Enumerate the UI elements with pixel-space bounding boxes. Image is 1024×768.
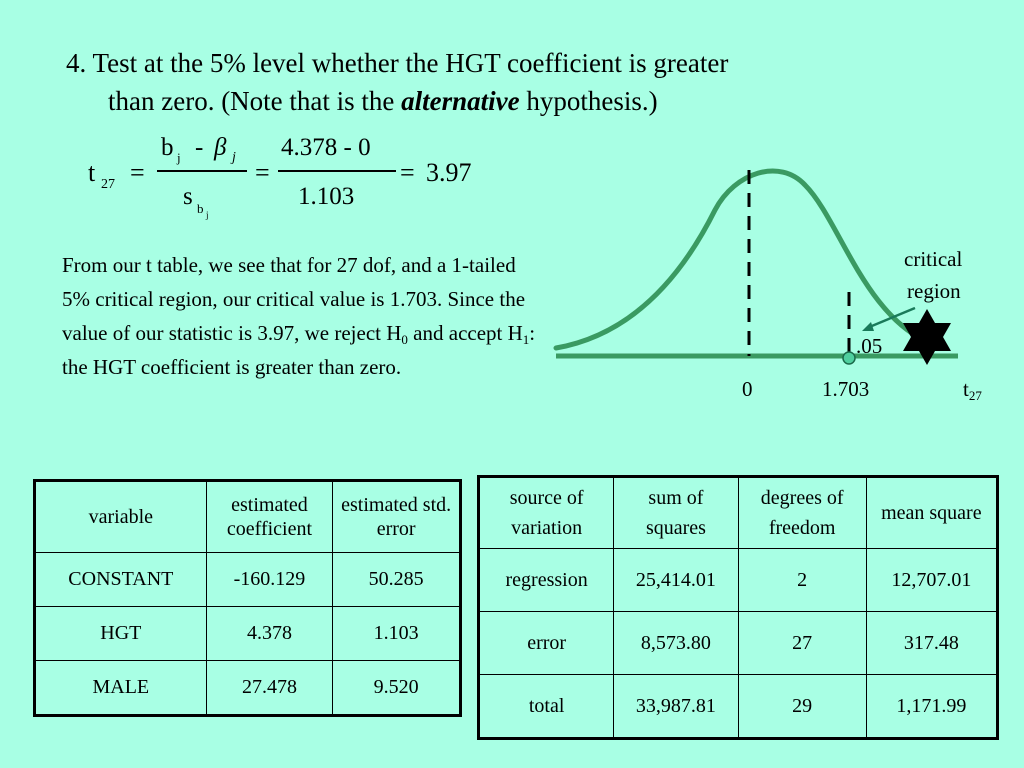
table-row — [479, 549, 998, 612]
coefficient-table — [33, 479, 462, 717]
eq-equals-2: = — [255, 158, 270, 187]
table-cell: 33,987.81 — [614, 675, 738, 739]
table-row — [35, 607, 461, 661]
x-tick-zero: 0 — [742, 377, 753, 401]
eq-result: 3.97 — [426, 158, 472, 187]
table-cell: 27 — [738, 612, 866, 675]
table-row — [479, 612, 998, 675]
eq-equals-3: = — [400, 158, 415, 187]
critical-label-1: critical — [904, 247, 963, 271]
eq-beta-sub: j — [232, 150, 236, 165]
eq-minus: - — [195, 134, 204, 161]
eq-s-sub-b: b — [197, 201, 204, 216]
table-cell: 4.378 — [206, 607, 333, 661]
table-header-row — [35, 481, 461, 553]
header-cell: sum of squares — [614, 477, 738, 549]
table-cell: 8,573.80 — [614, 612, 738, 675]
header-cell: degrees of freedom — [738, 477, 866, 549]
heading-line-1: 4. Test at the 5% level whether the HGT coefficient is greater — [66, 48, 729, 78]
eq-s: s — [183, 183, 193, 210]
question-heading — [66, 44, 966, 120]
table-cell: 9.520 — [333, 661, 461, 716]
fraction-bar-1 — [157, 170, 247, 172]
table-cell: total — [479, 675, 614, 739]
eq-beta: β — [214, 134, 227, 161]
header-cell: estimated std. error — [333, 481, 461, 553]
header-cell: estimated coefficient — [206, 481, 333, 553]
anova-table — [477, 475, 999, 740]
table-cell: 25,414.01 — [614, 549, 738, 612]
table-cell: 317.48 — [866, 612, 997, 675]
table-cell: -160.129 — [206, 553, 333, 607]
table-cell: 29 — [738, 675, 866, 739]
table-header-row — [479, 477, 998, 549]
table-row — [35, 661, 461, 716]
table-cell: regression — [479, 549, 614, 612]
header-cell: mean square — [866, 477, 997, 549]
table-cell: HGT — [35, 607, 207, 661]
heading-line-2: than zero. (Note that is the alternative hypothesis.) — [108, 86, 658, 116]
table-row — [479, 675, 998, 739]
eq-equals-1: = — [130, 158, 145, 187]
critical-point-marker — [843, 352, 855, 364]
eq-t: t — [88, 158, 96, 187]
table-cell: 2 — [738, 549, 866, 612]
alpha-label: .05 — [856, 334, 883, 358]
eq-b: b — [161, 134, 174, 161]
table-cell: 1,171.99 — [866, 675, 997, 739]
conclusion-paragraph: From our t table, we see that for 27 dof, and a 1-tailed 5% critical region, our critical value is 1.703. Since the value of our statistic is 3.97, we reject $H_0$ and accept $H_1$: the HGT coefficient is greater than zero. — [62, 253, 536, 379]
header-cell: variable — [35, 481, 207, 553]
x-tick-critical: 1.703 — [822, 377, 870, 401]
eq-s-sub-j: j — [206, 210, 209, 220]
eq-numerator-2: 4.378 - 0 — [281, 134, 371, 161]
fraction-bar-2 — [278, 170, 396, 172]
table-cell: MALE — [35, 661, 207, 716]
alternative-emphasis: alternative — [401, 86, 520, 116]
table-row — [35, 553, 461, 607]
eq-b-sub: j — [177, 150, 181, 165]
axis-label-t: $t_{27}$ — [963, 377, 982, 403]
h1-subscript: 1 — [522, 331, 530, 347]
table-cell: error — [479, 612, 614, 675]
table-cell: 27.478 — [206, 661, 333, 716]
eq-denominator-2: 1.103 — [298, 183, 355, 210]
h0-subscript: 0 — [401, 331, 408, 347]
table-cell: 12,707.01 — [866, 549, 997, 612]
eq-t-sub: 27 — [101, 177, 115, 192]
table-cell: 1.103 — [333, 607, 461, 661]
table-cell: CONSTANT — [35, 553, 207, 607]
t-density-curve — [556, 171, 935, 348]
critical-region-arrowhead — [862, 322, 874, 331]
critical-label-2: region — [907, 279, 961, 303]
table-cell: 50.285 — [333, 553, 461, 607]
header-cell: source of variation — [479, 477, 614, 549]
